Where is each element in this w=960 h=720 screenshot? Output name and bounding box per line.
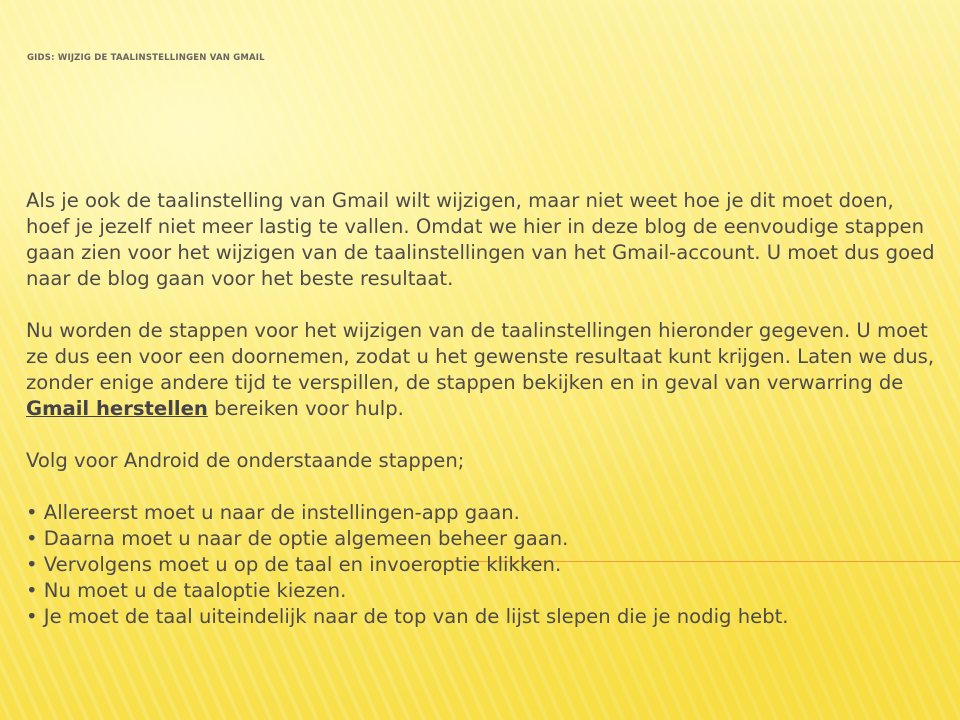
slide-title: GIDS: WIJZIG DE TAALINSTELLINGEN VAN GMAIL bbox=[27, 53, 265, 63]
steps-list bbox=[26, 500, 941, 630]
android-intro-paragraph: Volg voor Android de onderstaande stappen; bbox=[26, 449, 465, 472]
steps-paragraph bbox=[26, 318, 941, 422]
steps-text-after-link: bereiken voor hulp. bbox=[207, 397, 404, 420]
steps-text-before-link: Nu worden de stappen voor het wijzigen van de taalinstellingen hieronder gegeven. U moet ze dus een voor een doornemen, zodat u het gewenste resultaat kunt krijgen. Laten we dus, zonder enige andere tijd te verspillen, de stappen bekijken en in geval van verwarring de bbox=[26, 319, 935, 394]
slide-body bbox=[26, 188, 941, 630]
list-item: • Vervolgens moet u op de taal en invoeroptie klikken. bbox=[26, 553, 562, 576]
list-item: • Je moet de taal uiteindelijk naar de top van de lijst slepen die je nodig hebt. bbox=[26, 605, 789, 628]
list-item: • Daarna moet u naar de optie algemeen beheer gaan. bbox=[26, 527, 569, 550]
gmail-herstellen-link[interactable]: Gmail herstellen bbox=[26, 397, 208, 420]
list-item: • Allereerst moet u naar de instellingen-app gaan. bbox=[26, 501, 520, 524]
list-item: • Nu moet u de taaloptie kiezen. bbox=[26, 579, 347, 602]
intro-paragraph: Als je ook de taalinstelling van Gmail wilt wijzigen, maar niet weet hoe je dit moet doen, hoef je jezelf niet meer lastig te vallen. Omdat we hier in deze blog de eenvoudige stappen gaan zien voor het wijzigen van de taalinstellingen van het Gmail-account. U moet dus goed naar de blog gaan voor het beste resultaat. bbox=[26, 189, 935, 290]
